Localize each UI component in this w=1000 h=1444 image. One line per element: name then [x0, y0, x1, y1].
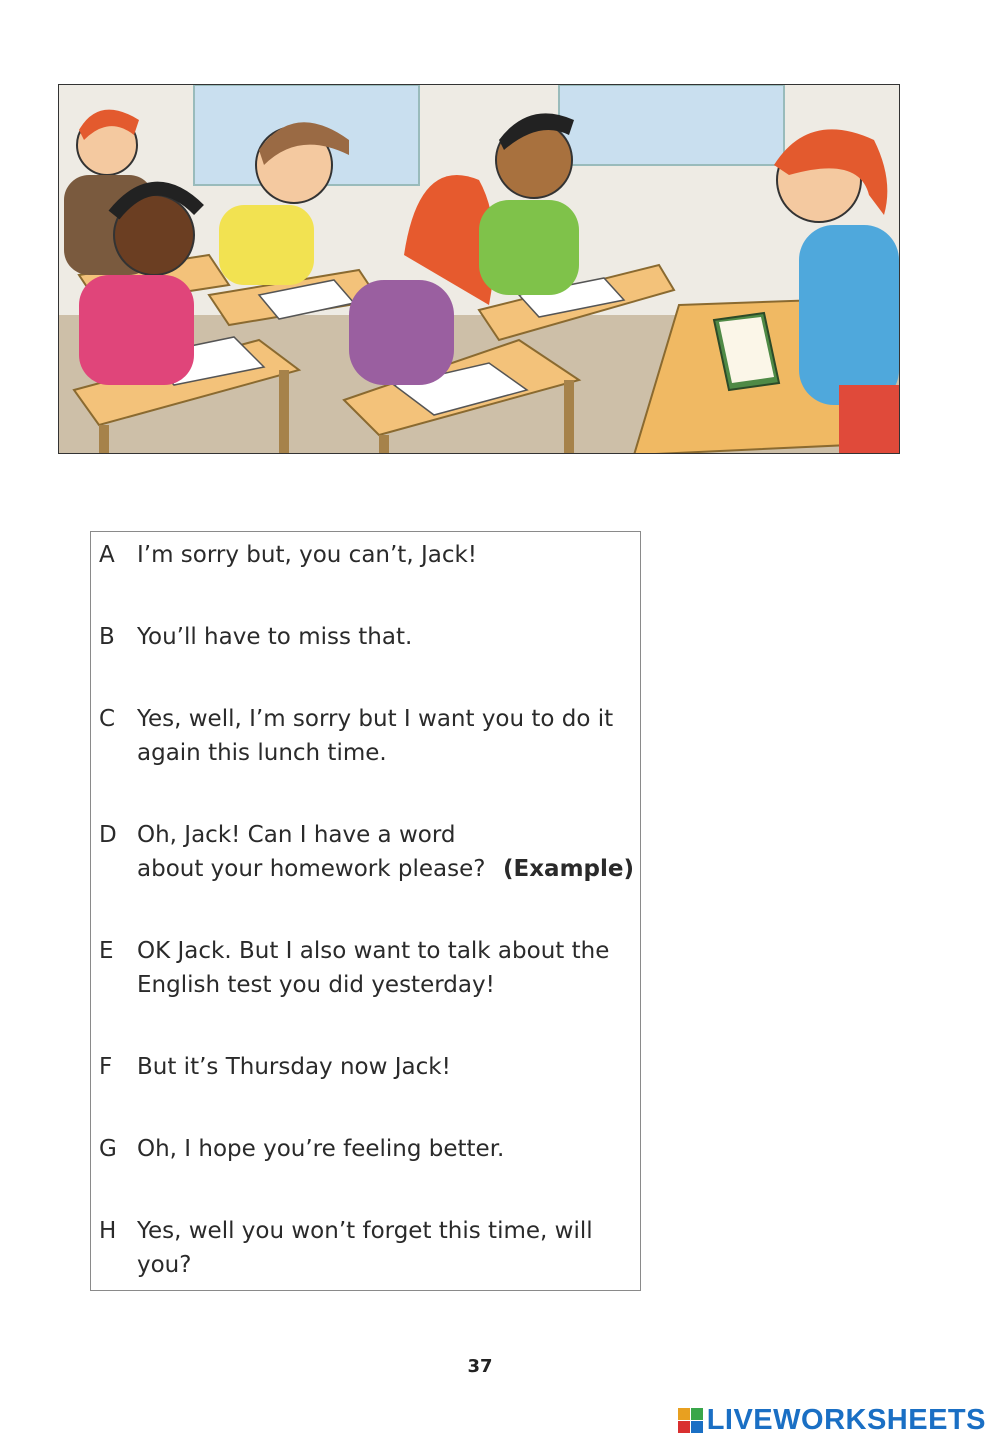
example-tag: (Example) [502, 856, 634, 882]
option-e [99, 934, 634, 1002]
option-text: OK Jack. But I also want to talk about the English test you did yesterday! [137, 938, 610, 998]
liveworksheets-logo-icon [678, 1408, 703, 1433]
classroom-scene [59, 85, 900, 454]
classroom-illustration [58, 84, 900, 454]
option-text: Oh, Jack! Can I have a word about your homework please? [137, 822, 486, 882]
brand-name: LIVEWORKSHEETS [706, 1404, 986, 1436]
option-f [99, 1050, 634, 1084]
option-letter: E [99, 938, 114, 964]
option-h [99, 1214, 634, 1282]
option-text: Oh, I hope you’re feeling better. [137, 1136, 505, 1162]
option-c [99, 702, 634, 770]
page-number: 37 [467, 1356, 493, 1377]
option-g [99, 1132, 634, 1166]
option-letter: C [99, 706, 116, 732]
option-letter: D [99, 822, 117, 848]
option-text: But it’s Thursday now Jack! [137, 1054, 451, 1080]
option-d [99, 818, 634, 886]
option-letter: H [99, 1218, 117, 1244]
option-text: Yes, well, I’m sorry but I want you to do it again this lunch time. [137, 706, 614, 766]
option-a [99, 538, 634, 572]
option-b [99, 620, 634, 654]
option-text: I’m sorry but, you can’t, Jack! [137, 542, 478, 568]
dialogue-options-box [90, 531, 641, 1291]
liveworksheets-brand[interactable] [678, 1404, 986, 1437]
option-letter: G [99, 1136, 117, 1162]
option-text: You’ll have to miss that. [137, 624, 413, 650]
option-letter: F [99, 1054, 113, 1080]
option-text: Yes, well you won’t forget this time, will you? [137, 1218, 593, 1278]
option-letter: B [99, 624, 115, 650]
option-letter: A [99, 542, 115, 568]
